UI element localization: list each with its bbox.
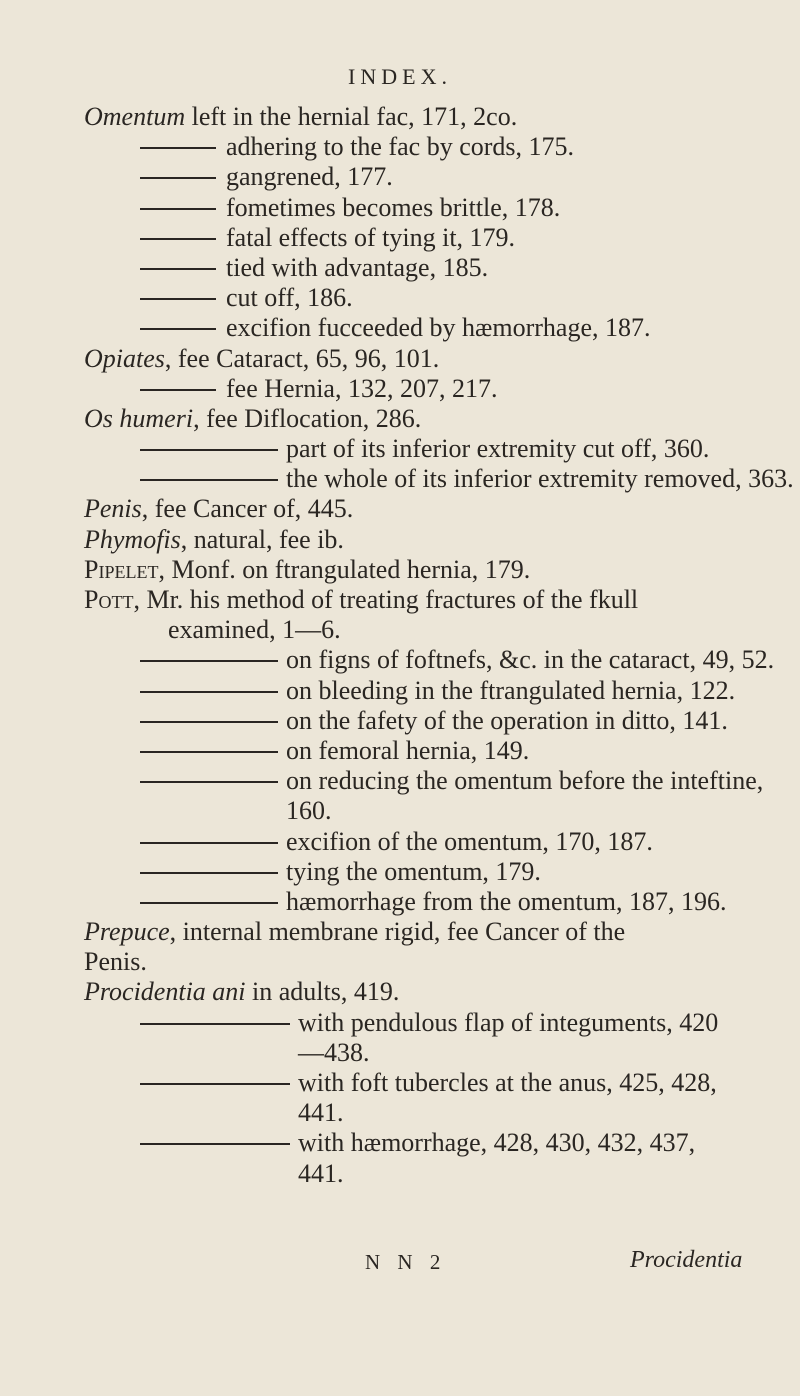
entry-text: on femoral hernia, 149. xyxy=(286,735,530,765)
index-entry xyxy=(0,404,800,434)
ditto-dash xyxy=(140,751,278,753)
ditto-dash xyxy=(140,147,216,149)
index-entry xyxy=(0,193,800,223)
index-entry xyxy=(0,253,800,283)
entry-text: fee Hernia, 132, 207, 217. xyxy=(226,373,498,403)
ditto-dash xyxy=(140,298,216,300)
index-entry xyxy=(0,494,800,524)
index-entry xyxy=(0,676,800,706)
index-entry xyxy=(0,102,800,132)
entry-heading: Penis xyxy=(84,494,142,524)
entry-text: on reducing the omentum before the inteftine, xyxy=(286,766,764,796)
index-entry xyxy=(0,434,800,464)
index-entry xyxy=(0,1159,800,1189)
entry-text: , Monf. on ftrangulated hernia, 179. xyxy=(158,554,531,584)
index-entry xyxy=(0,555,800,585)
entry-heading: Procidentia ani xyxy=(84,977,246,1007)
entry-heading: Os humeri xyxy=(84,403,194,433)
entry-text: with foft tubercles at the anus, 425, 428, xyxy=(298,1068,717,1097)
index-entries xyxy=(0,102,800,1189)
entry-heading: Prepuce xyxy=(84,917,170,947)
entry-text: , Mr. his method of treating fractures of the fkull xyxy=(133,585,639,614)
entry-text: 441. xyxy=(298,1098,344,1128)
index-entry xyxy=(0,766,800,796)
ditto-dash xyxy=(140,781,278,783)
index-entry xyxy=(0,464,800,494)
ditto-dash xyxy=(140,1143,290,1145)
ditto-dash xyxy=(140,389,216,391)
index-entry xyxy=(0,857,800,887)
ditto-dash xyxy=(140,177,216,179)
ditto-dash xyxy=(140,238,216,240)
ditto-dash xyxy=(140,660,278,662)
index-entry xyxy=(0,736,800,766)
index-entry xyxy=(0,223,800,253)
catchword: Procidentia xyxy=(630,1247,743,1273)
index-entry xyxy=(0,132,800,162)
entry-text: fometimes becomes brittle, 178. xyxy=(226,192,561,222)
index-entry xyxy=(0,313,800,343)
index-entry xyxy=(0,947,800,977)
entry-text: in adults, 419. xyxy=(245,977,400,1007)
ditto-dash xyxy=(140,902,278,904)
index-entry xyxy=(0,374,800,404)
index-entry xyxy=(0,615,800,645)
entry-text: , fee Cancer of, 445. xyxy=(141,494,354,524)
index-entry xyxy=(0,827,800,857)
entry-heading: Opiates xyxy=(84,343,165,373)
entry-text: hæmorrhage from the omentum, 187, 196. xyxy=(286,886,727,916)
entry-text: gangrened, 177. xyxy=(226,162,393,192)
entry-heading: Pott xyxy=(84,585,134,614)
entry-text: part of its inferior extremity cut off, 360. xyxy=(286,434,710,464)
entry-text: on the fafety of the operation in ditto, 141. xyxy=(286,705,728,735)
entry-text: —438. xyxy=(298,1037,370,1067)
entry-text: tying the omentum, 179. xyxy=(286,856,541,886)
ditto-dash xyxy=(140,328,216,330)
page-header: INDEX. xyxy=(348,64,452,89)
index-entry xyxy=(0,1098,800,1128)
entry-text: cut off, 186. xyxy=(226,283,353,313)
entry-text: 441. xyxy=(298,1158,344,1188)
entry-text: , fee Diflocation, 286. xyxy=(193,403,422,433)
entry-text: with hæmorrhage, 428, 430, 432, 437, xyxy=(298,1128,696,1158)
index-entry xyxy=(0,706,800,736)
entry-text: , natural, fee ib. xyxy=(180,524,344,554)
entry-text: the whole of its inferior extremity removed, 363. xyxy=(286,464,794,494)
ditto-dash xyxy=(140,268,216,270)
index-entry xyxy=(0,1068,800,1098)
index-entry xyxy=(0,1008,800,1038)
index-entry xyxy=(0,283,800,313)
entry-text: with pendulous flap of integuments, 420 xyxy=(298,1007,719,1037)
entry-heading: Phymofis xyxy=(84,524,181,554)
index-entry xyxy=(0,585,800,615)
index-entry xyxy=(0,796,800,826)
ditto-dash xyxy=(140,208,216,210)
entry-text: 160. xyxy=(286,796,332,826)
signature-mark: N N 2 xyxy=(365,1250,447,1274)
entry-text: left in the hernial fac, 171, 2co. xyxy=(185,102,518,131)
index-entry xyxy=(0,344,800,374)
entry-text: , internal membrane rigid, fee Cancer of the xyxy=(169,917,626,947)
index-entry xyxy=(0,1128,800,1158)
entry-text: tied with advantage, 185. xyxy=(226,252,489,282)
entry-text: examined, 1—6. xyxy=(168,615,341,645)
entry-text: excifion fucceeded by hæmorrhage, 187. xyxy=(226,313,651,343)
entry-text: on figns of foftnefs, &c. in the cataract, 49, 52. xyxy=(286,645,775,675)
entry-text: adhering to the fac by cords, 175. xyxy=(226,132,575,162)
entry-text: fatal effects of tying it, 179. xyxy=(226,222,516,252)
index-entry xyxy=(0,1038,800,1068)
ditto-dash xyxy=(140,1083,290,1085)
index-entry xyxy=(0,917,800,947)
entry-text: Penis. xyxy=(84,947,147,977)
ditto-dash xyxy=(140,479,278,481)
index-entry xyxy=(0,887,800,917)
entry-heading: Omentum xyxy=(84,102,186,131)
ditto-dash xyxy=(140,449,278,451)
index-entry xyxy=(0,162,800,192)
entry-text: on bleeding in the ftrangulated hernia, 122. xyxy=(286,675,736,705)
entry-heading: Pipelet xyxy=(84,554,159,584)
index-entry xyxy=(0,525,800,555)
index-entry xyxy=(0,977,800,1007)
ditto-dash xyxy=(140,872,278,874)
ditto-dash xyxy=(140,691,278,693)
entry-text: , fee Cataract, 65, 96, 101. xyxy=(164,343,440,373)
index-entry xyxy=(0,645,800,675)
entry-text: excifion of the omentum, 170, 187. xyxy=(286,826,653,856)
ditto-dash xyxy=(140,721,278,723)
ditto-dash xyxy=(140,842,278,844)
ditto-dash xyxy=(140,1023,290,1025)
